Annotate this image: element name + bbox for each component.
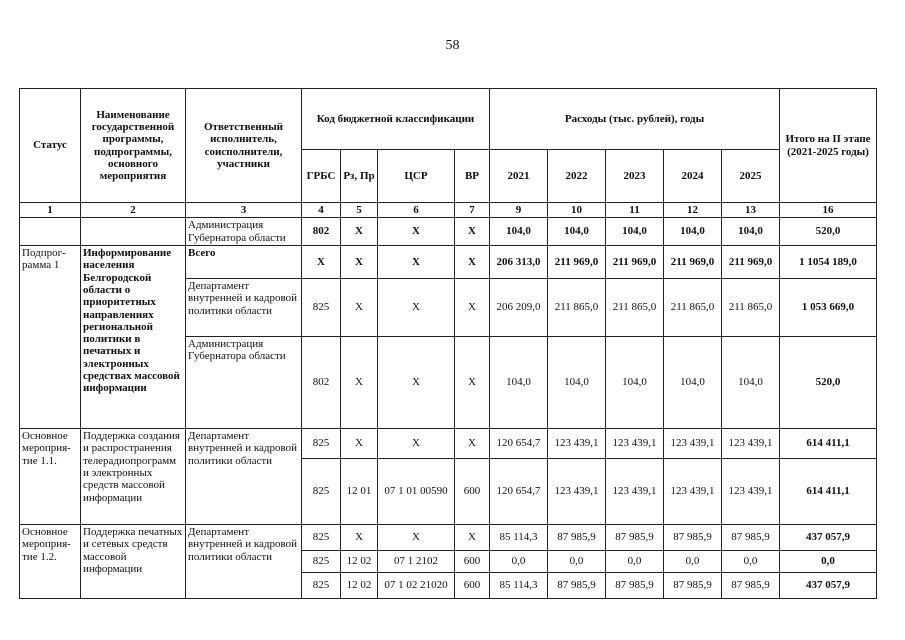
status-cell: Подпрог-рамма 1 [20, 245, 81, 428]
executor-cell: Администрация Губернатора области [186, 336, 302, 428]
value-2023: 104,0 [606, 336, 664, 428]
column-number: 13 [722, 203, 780, 218]
value-2022: 87 985,9 [548, 524, 606, 550]
value-2022: 211 969,0 [548, 245, 606, 278]
rzpr-cell: 12 02 [341, 572, 378, 598]
vr-cell: Х [455, 278, 490, 336]
name-cell: Поддержка печатных и сетевых средств массовой информации [81, 524, 186, 598]
value-2024: 87 985,9 [664, 572, 722, 598]
csr-cell: 07 1 02 21020 [378, 572, 455, 598]
value-2021: 206 209,0 [490, 278, 548, 336]
name-cell: Информирование населения Белгородской области о приоритетных направлениях региональной политики в печатных и электронных средствах массовой информации [81, 245, 186, 428]
header-2024: 2024 [664, 150, 722, 203]
value-2025: 123 439,1 [722, 428, 780, 458]
value-2023: 0,0 [606, 550, 664, 572]
total-cell: 437 057,9 [780, 524, 877, 550]
value-2025: 123 439,1 [722, 458, 780, 524]
header-rzpr: Рз, Пр [341, 150, 378, 203]
value-2023: 211 969,0 [606, 245, 664, 278]
status-cell: Основное мероприя-тие 1.2. [20, 524, 81, 598]
value-2025: 0,0 [722, 550, 780, 572]
column-number: 3 [186, 203, 302, 218]
value-2021: 120 654,7 [490, 428, 548, 458]
value-2025: 211 865,0 [722, 278, 780, 336]
value-2021: 85 114,3 [490, 572, 548, 598]
grbs-cell: 802 [302, 336, 341, 428]
csr-cell: Х [378, 278, 455, 336]
vr-cell: Х [455, 245, 490, 278]
executor-cell: Администрация Губернатора области [186, 218, 302, 246]
header-2023: 2023 [606, 150, 664, 203]
grbs-cell: 825 [302, 550, 341, 572]
header-executor: Ответственный исполнитель, соисполнители, участники [186, 89, 302, 203]
table-row [20, 524, 877, 550]
value-2021: 104,0 [490, 336, 548, 428]
value-2024: 87 985,9 [664, 524, 722, 550]
column-number: 10 [548, 203, 606, 218]
value-2022: 104,0 [548, 218, 606, 246]
total-cell: 1 053 669,0 [780, 278, 877, 336]
column-number-row [20, 203, 877, 218]
column-number: 11 [606, 203, 664, 218]
value-2024: 104,0 [664, 336, 722, 428]
column-number: 1 [20, 203, 81, 218]
total-cell: 437 057,9 [780, 572, 877, 598]
value-2023: 211 865,0 [606, 278, 664, 336]
column-number: 7 [455, 203, 490, 218]
value-2021: 120 654,7 [490, 458, 548, 524]
value-2025: 211 969,0 [722, 245, 780, 278]
table-row [20, 218, 877, 246]
header-2022: 2022 [548, 150, 606, 203]
grbs-cell: Х [302, 245, 341, 278]
total-cell: 0,0 [780, 550, 877, 572]
table-row [20, 428, 877, 458]
csr-cell: 07 1 01 00590 [378, 458, 455, 524]
page-number: 58 [445, 38, 460, 53]
value-2022: 87 985,9 [548, 572, 606, 598]
csr-cell: 07 1 2102 [378, 550, 455, 572]
empty-cell [20, 218, 81, 246]
header-name: Наименование государственной программы, подпрограммы, основного мероприятия [81, 89, 186, 203]
grbs-cell: 802 [302, 218, 341, 246]
csr-cell: Х [378, 428, 455, 458]
value-2025: 104,0 [722, 336, 780, 428]
header-row-1 [20, 89, 877, 150]
grbs-cell: 825 [302, 428, 341, 458]
header-status: Статус [20, 89, 81, 203]
grbs-cell: 825 [302, 524, 341, 550]
executor-cell: Департамент внутренней и кадровой политики области [186, 524, 302, 598]
value-2021: 0,0 [490, 550, 548, 572]
vr-cell: 600 [455, 572, 490, 598]
rzpr-cell: 12 02 [341, 550, 378, 572]
rzpr-cell: Х [341, 336, 378, 428]
value-2022: 0,0 [548, 550, 606, 572]
header-2025: 2025 [722, 150, 780, 203]
csr-cell: Х [378, 245, 455, 278]
value-2023: 87 985,9 [606, 572, 664, 598]
value-2024: 211 969,0 [664, 245, 722, 278]
header-expenses-group: Расходы (тыс. рублей), годы [490, 89, 780, 150]
grbs-cell: 825 [302, 458, 341, 524]
column-number: 6 [378, 203, 455, 218]
value-2022: 211 865,0 [548, 278, 606, 336]
vr-cell: Х [455, 524, 490, 550]
header-vr: ВР [455, 150, 490, 203]
value-2023: 123 439,1 [606, 428, 664, 458]
name-cell: Поддержка создания и распространения телерадиопрограмм и электронных средств массовой информации [81, 428, 186, 524]
total-cell: 614 411,1 [780, 458, 877, 524]
value-2024: 104,0 [664, 218, 722, 246]
header-code-group: Код бюджетной классификации [302, 89, 490, 150]
vr-cell: Х [455, 218, 490, 246]
value-2022: 123 439,1 [548, 458, 606, 524]
total-cell: 520,0 [780, 336, 877, 428]
total-cell: 614 411,1 [780, 428, 877, 458]
executor-cell: Департамент внутренней и кадровой политики области [186, 278, 302, 336]
grbs-cell: 825 [302, 572, 341, 598]
csr-cell: Х [378, 524, 455, 550]
rzpr-cell: Х [341, 524, 378, 550]
rzpr-cell: 12 01 [341, 458, 378, 524]
header-2021: 2021 [490, 150, 548, 203]
status-cell: Основное мероприя-тие 1.1. [20, 428, 81, 524]
executor-cell: Департамент внутренней и кадровой политики области [186, 428, 302, 524]
executor-cell: Всего [186, 245, 302, 278]
header-csr: ЦСР [378, 150, 455, 203]
value-2021: 206 313,0 [490, 245, 548, 278]
rzpr-cell: Х [341, 245, 378, 278]
column-number: 2 [81, 203, 186, 218]
column-number: 12 [664, 203, 722, 218]
value-2022: 104,0 [548, 336, 606, 428]
vr-cell: Х [455, 336, 490, 428]
value-2024: 0,0 [664, 550, 722, 572]
vr-cell: 600 [455, 458, 490, 524]
csr-cell: Х [378, 218, 455, 246]
value-2025: 87 985,9 [722, 524, 780, 550]
header-grbs: ГРБС [302, 150, 341, 203]
value-2021: 85 114,3 [490, 524, 548, 550]
csr-cell: Х [378, 336, 455, 428]
total-cell: 520,0 [780, 218, 877, 246]
budget-table [19, 88, 877, 599]
column-number: 4 [302, 203, 341, 218]
vr-cell: Х [455, 428, 490, 458]
value-2023: 104,0 [606, 218, 664, 246]
vr-cell: 600 [455, 550, 490, 572]
value-2023: 87 985,9 [606, 524, 664, 550]
column-number: 5 [341, 203, 378, 218]
value-2025: 87 985,9 [722, 572, 780, 598]
rzpr-cell: Х [341, 278, 378, 336]
empty-cell [81, 218, 186, 246]
value-2022: 123 439,1 [548, 428, 606, 458]
value-2021: 104,0 [490, 218, 548, 246]
column-number: 16 [780, 203, 877, 218]
value-2024: 123 439,1 [664, 428, 722, 458]
column-number: 9 [490, 203, 548, 218]
grbs-cell: 825 [302, 278, 341, 336]
total-cell: 1 1054 189,0 [780, 245, 877, 278]
rzpr-cell: Х [341, 218, 378, 246]
value-2024: 211 865,0 [664, 278, 722, 336]
value-2023: 123 439,1 [606, 458, 664, 524]
header-total: Итого на II этапе (2021-2025 годы) [780, 89, 877, 203]
rzpr-cell: Х [341, 428, 378, 458]
value-2025: 104,0 [722, 218, 780, 246]
table-row [20, 245, 877, 278]
value-2024: 123 439,1 [664, 458, 722, 524]
